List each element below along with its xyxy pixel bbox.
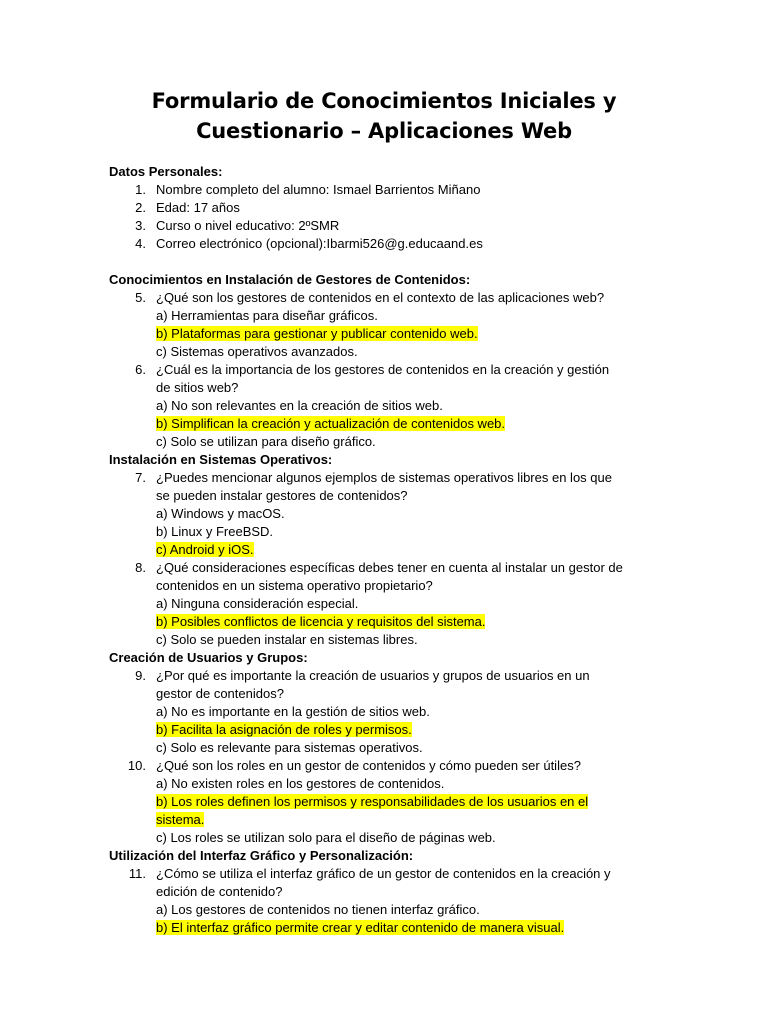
section-heading-gestores: Conocimientos en Instalación de Gestores de Contenidos:: [109, 272, 471, 287]
question-text: 8. ¿Qué consideraciones específicas debes tener en cuenta al instalar un gestor de: [109, 559, 669, 577]
answer-option: b) Linux y FreeBSD.: [156, 524, 274, 539]
question-5: [109, 289, 669, 361]
question-text-continued: edición de contenido?: [156, 884, 283, 899]
section-heading-usuarios: Creación de Usuarios y Grupos:: [109, 650, 308, 665]
answer-option-selected: [109, 541, 669, 559]
question-number: 7.: [135, 470, 146, 485]
item-number: 3.: [135, 218, 146, 233]
question-text-continued: contenidos en un sistema operativo propietario?: [156, 578, 433, 593]
answer-option-selected: [109, 919, 669, 937]
section-heading-personal: Datos Personales:: [109, 164, 223, 179]
list-item: [109, 181, 669, 199]
question-text-continued: gestor de contenidos?: [156, 686, 284, 701]
list-item: [109, 235, 669, 253]
answer-option: a) Windows y macOS.: [156, 506, 285, 521]
item-text: Nombre completo del alumno: Ismael Barrientos Miñano: [156, 182, 481, 197]
question-text: 10. ¿Qué son los roles en un gestor de contenidos y cómo pueden ser útiles?: [109, 757, 669, 775]
question-text: 6. ¿Cuál es la importancia de los gestores de contenidos en la creación y gestión: [109, 361, 669, 379]
answer-option: a) No es importante en la gestión de sitios web.: [156, 704, 430, 719]
answer-option: a) Los gestores de contenidos no tienen interfaz gráfico.: [156, 902, 480, 917]
answer-option: c) Solo se pueden instalar en sistemas libres.: [156, 632, 418, 647]
answer-option-selected: [109, 721, 669, 739]
question-number: 9.: [135, 668, 146, 683]
answer-option-selected: [109, 793, 669, 811]
item-number: 2.: [135, 200, 146, 215]
item-text: Correo electrónico (opcional):Ibarmi526@g.educaand.es: [156, 236, 483, 251]
question-text: 9. ¿Por qué es importante la creación de usuarios y grupos de usuarios en un: [109, 667, 669, 685]
answer-option: a) No existen roles en los gestores de contenidos.: [156, 776, 445, 791]
highlighted-answer: sistema.: [156, 812, 205, 827]
item-text: Curso o nivel educativo: 2ºSMR: [156, 218, 340, 233]
answer-option: c) Solo se utilizan para diseño gráfico.: [156, 434, 376, 449]
title-line-1: Formulario de Conocimientos Iniciales y: [151, 89, 617, 113]
answer-option: a) Herramientas para diseñar gráficos.: [156, 308, 378, 323]
title-line-2: Cuestionario – Aplicaciones Web: [196, 119, 572, 143]
answer-option: c) Sistemas operativos avanzados.: [156, 344, 358, 359]
highlighted-answer: b) Facilita la asignación de roles y permisos.: [156, 722, 412, 737]
question-number: 10.: [127, 758, 146, 773]
question-text-continued: de sitios web?: [156, 380, 239, 395]
highlighted-answer: b) Los roles definen los permisos y responsabilidades de los usuarios en el: [156, 794, 589, 809]
highlighted-answer: b) Simplifican la creación y actualización de contenidos web.: [156, 416, 506, 431]
answer-option-selected: [109, 613, 669, 631]
question-text: 11. ¿Cómo se utiliza el interfaz gráfico de un gestor de contenidos en la creación y: [109, 865, 669, 883]
document-title: [0, 86, 768, 146]
document-body: [109, 163, 669, 937]
question-number: 11.: [128, 866, 146, 881]
highlighted-answer: b) Plataformas para gestionar y publicar contenido web.: [156, 326, 478, 341]
list-item: [109, 217, 669, 235]
answer-option-selected: [109, 811, 669, 829]
highlighted-answer: c) Android y iOS.: [156, 542, 254, 557]
question-11: [109, 865, 669, 937]
answer-option: c) Los roles se utilizan solo para el diseño de páginas web.: [156, 830, 496, 845]
question-10: [109, 757, 669, 847]
section-heading-sistemas: Instalación en Sistemas Operativos:: [109, 452, 333, 467]
answer-option: a) Ninguna consideración especial.: [156, 596, 359, 611]
question-text-continued: se pueden instalar gestores de contenidos?: [156, 488, 408, 503]
question-text: 5. ¿Qué son los gestores de contenidos en el contexto de las aplicaciones web?: [109, 289, 669, 307]
question-number: 5.: [135, 290, 146, 305]
list-item: [109, 199, 669, 217]
highlighted-answer: b) Posibles conflictos de licencia y requisitos del sistema.: [156, 614, 486, 629]
question-number: 8.: [135, 560, 146, 575]
answer-option-selected: [109, 415, 669, 433]
item-number: 1.: [135, 182, 146, 197]
question-9: [109, 667, 669, 757]
section-heading-interfaz: Utilización del Interfaz Gráfico y Personalización:: [109, 848, 414, 863]
question-7: [109, 469, 669, 559]
answer-option-selected: [109, 325, 669, 343]
answer-option: c) Solo es relevante para sistemas operativos.: [156, 740, 423, 755]
question-8: [109, 559, 669, 649]
question-number: 6.: [135, 362, 146, 377]
answer-option: a) No son relevantes en la creación de sitios web.: [156, 398, 443, 413]
question-text: 7. ¿Puedes mencionar algunos ejemplos de sistemas operativos libres en los que: [109, 469, 669, 487]
spacer: [109, 253, 669, 271]
item-text: Edad: 17 años: [156, 200, 240, 215]
question-6: [109, 361, 669, 451]
item-number: 4.: [135, 236, 146, 251]
highlighted-answer: b) El interfaz gráfico permite crear y editar contenido de manera visual.: [156, 920, 565, 935]
